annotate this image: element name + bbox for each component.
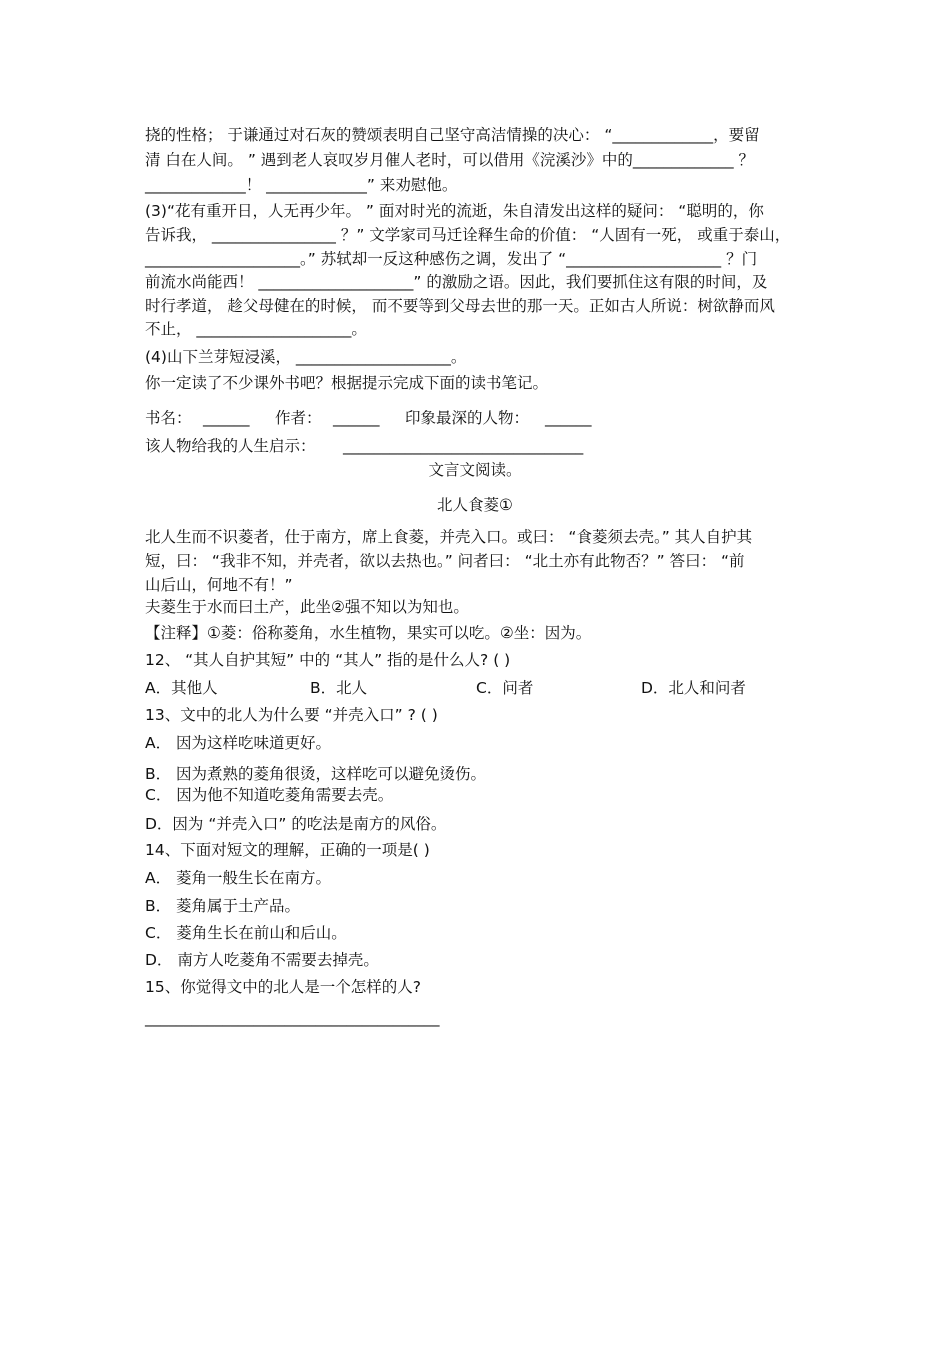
character-label: 印象最深的人物： [405,409,530,427]
question-12-stem: 12、 “其人自护其短” 中的 “其人” 指的是什么人? ( ) [145,651,511,669]
question-13-option-d[interactable]: D．因为 “并壳入口” 的吃法是南方的风俗。 [145,815,447,833]
inspiration-label: 该人物给我的人生启示： [145,437,316,455]
book-name-blank[interactable]: ______ [203,409,250,427]
question-14-option-b[interactable]: B． 菱角属于土产品。 [145,897,301,915]
poetry-line-4: (3)“花有重开日，人无再少年。 ” 面对时光的流逝，朱自清发出这样的疑问： “聪明的，你 [145,202,764,220]
section-title: 文言文阅读。 [428,461,522,479]
question-13-stem: 13、文中的北人为什么要 “并壳入口” ? ( ) [145,706,438,724]
poetry-line-8: 时行孝道， 趁父母健在的时候， 而不要等到父母去世的那一天。正如古人所说：树欲静而风 [145,297,775,315]
poetry-line-2: 清 白在人间。 ” 遇到老人哀叹岁月催人老时，可以借用《浣溪沙》中的_____________ ？ [145,151,754,169]
poetry-line-5: 告诉我， ________________ ？” 文学家司马迁诠释生命的价值： “人固有一死， 或重于泰山， [145,226,791,244]
article-title: 北人食菱① [437,496,513,514]
poetry-line-7: 前流水尚能西！ ____________________” 的激励之语。因此，我们要抓住这有限的时间，及 [145,273,768,291]
question-12-option-d[interactable]: D．北人和问者 [641,679,746,697]
author-label: 作者： [275,409,322,427]
question-15-answer-line[interactable]: ______________________________________ [145,1009,440,1027]
question-15-stem: 15、你觉得文中的北人是一个怎样的人? [145,978,421,996]
question-13-option-a[interactable]: A． 因为这样吃味道更好。 [145,734,332,752]
article-line-2: 短，曰： “我非不知，并壳者，欲以去热也。” 问者曰： “北土亦有此物否？” 答曰： “前 [145,552,745,570]
question-14-stem: 14、下面对短文的理解，正确的一项是( ) [145,841,430,859]
poetry-line-6: ____________________。” 苏轼却一反这种感伤之调，发出了 “____________________ ？门 [145,250,758,268]
article-line-3: 山后山，何地不有！” [145,576,293,594]
question-13-option-c[interactable]: C． 因为他不知道吃菱角需要去壳。 [145,786,394,804]
annotation-note: 【注释】①菱：俗称菱角，水生植物，果实可以吃。②坐：因为。 [145,624,592,642]
poetry-line-9: 不止， ____________________。 [145,320,367,338]
question-14-option-c[interactable]: C． 菱角生长在前山和后山。 [145,924,347,942]
question-12-option-c[interactable]: C．问者 [476,679,534,697]
poetry-line-10: (4)山下兰芽短浸溪， ____________________。 [145,348,467,366]
reading-notes-intro: 你一定读了不少课外书吧？根据提示完成下面的读书笔记。 [145,374,549,392]
question-13-option-b[interactable]: B． 因为煮熟的菱角很烫，这样吃可以避免烫伤。 [145,765,487,783]
inspiration-blank[interactable]: _______________________________ [343,437,584,455]
character-blank[interactable]: ______ [545,409,592,427]
article-line-1: 北人生而不识菱者，仕于南方，席上食菱，并壳入口。或曰： “食菱须去壳。” 其人自护其 [145,528,753,546]
question-12-option-a[interactable]: A．其他人 [145,679,218,697]
question-14-option-d[interactable]: D． 南方人吃菱角不需要去掉壳。 [145,951,379,969]
book-name-label: 书名： [145,409,192,427]
question-12-option-b[interactable]: B．北人 [310,679,368,697]
poetry-line-1: 挠的性格； 于谦通过对石灰的赞颂表明自己坚守高洁情操的决心： “_____________，要留 [145,126,760,144]
poetry-line-3: _____________！ _____________” 来劝慰他。 [145,176,458,194]
article-line-4: 夫菱生于水而曰土产，此坐②强不知以为知也。 [145,598,469,616]
question-14-option-a[interactable]: A． 菱角一般生长在南方。 [145,869,332,887]
author-blank[interactable]: ______ [333,409,380,427]
